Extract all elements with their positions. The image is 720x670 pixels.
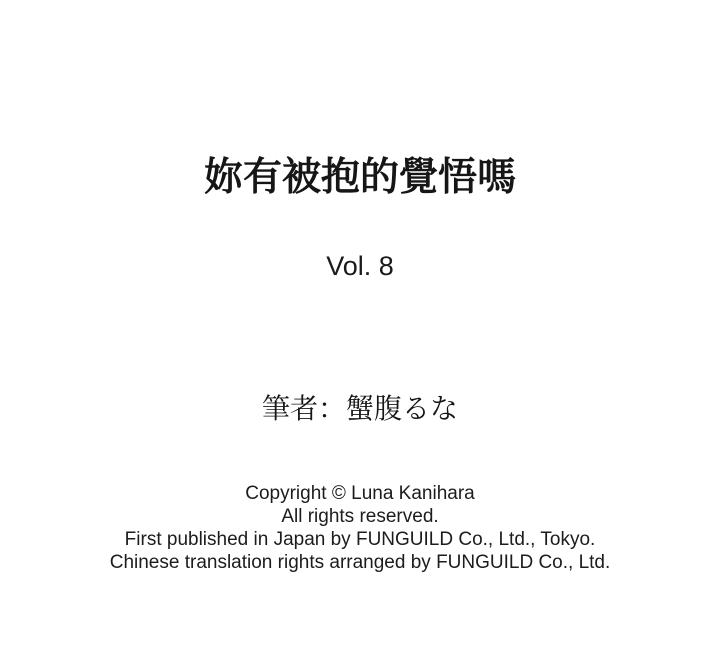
copyright-block bbox=[0, 482, 720, 574]
series-title: 妳有被抱的覺悟嗎 bbox=[203, 156, 516, 199]
copyright-line-holder: Copyright © Luna Kanihara bbox=[245, 483, 475, 504]
copyright-line-translation: Chinese translation rights arranged by FUNGUILD Co., Ltd. bbox=[109, 552, 611, 573]
copyright-line-publisher: First published in Japan by FUNGUILD Co., Ltd., Tokyo. bbox=[124, 529, 596, 550]
author-line: 筆者：蟹腹るな bbox=[261, 393, 458, 424]
volume-label: Vol. 8 bbox=[326, 251, 394, 281]
copyright-line-rights: All rights reserved. bbox=[281, 506, 439, 527]
